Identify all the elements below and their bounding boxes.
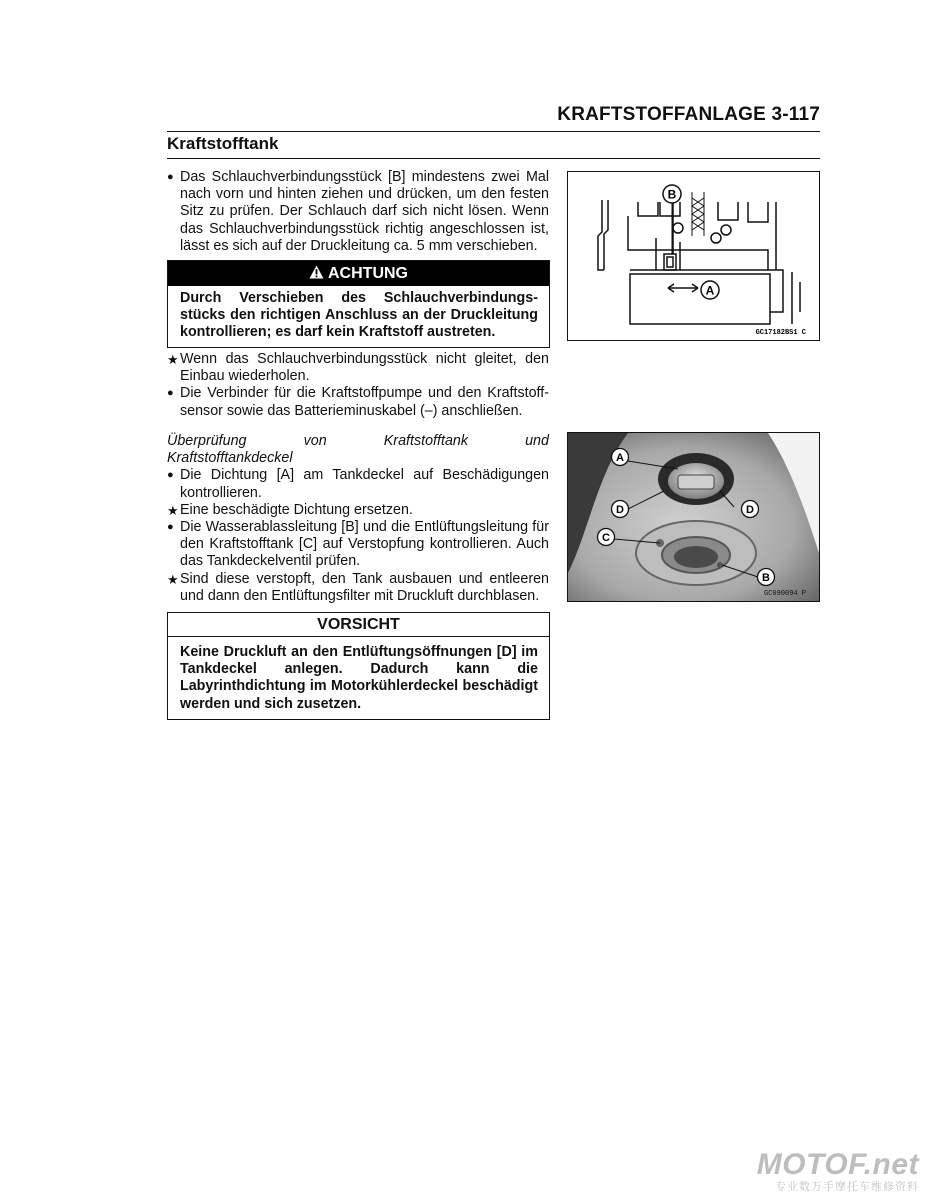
warning-box: [167, 260, 550, 348]
callout-a-label: A: [616, 452, 624, 464]
caution-box: [167, 612, 550, 720]
bullet-icon: ●: [167, 521, 174, 534]
callout-d-label: D: [746, 504, 754, 516]
list-item-text: Die Wasserablassleitung [B] und die Entlüftungsleitung für den Kraftstofftank [C] auf Verstopfung kontrollieren. Auch das Tankdeckelventil prüfen.: [180, 519, 549, 570]
hose-connector-illustration: [568, 172, 819, 340]
list-item: [167, 467, 549, 501]
list-item: [167, 385, 549, 419]
list-item: [167, 519, 549, 571]
star-icon: ★: [167, 352, 179, 367]
list-item: [167, 502, 549, 519]
warning-triangle-icon: [309, 265, 324, 279]
subsection-heading-line2: Kraftstofftankdeckel: [167, 450, 293, 467]
callout-b-label: B: [762, 572, 770, 584]
tank-cap-photo: [568, 433, 819, 601]
list-item-text: Wenn das Schlauchverbindungsstück nicht gleitet, den Einbau wiederholen.: [180, 351, 549, 385]
callout-d-label: D: [616, 504, 624, 516]
figure-tank-cap: [567, 432, 820, 602]
subsection-heading: Überprüfung von Kraftstofftank und: [167, 433, 549, 449]
caution-text: Keine Druckluft an den Entlüftungsöffnungen [D] im Tankdeckel anlegen. Dadurch kann die Labyrinthdichtung im Motorkühlerdeckel beschädigt werden und sich zusetzen.: [180, 644, 538, 712]
list-item-text: Die Dichtung [A] am Tankdeckel auf Beschädigungen kontrollieren.: [180, 467, 549, 501]
list-item-text: Die Verbinder für die Kraftstoffpumpe und den Kraftstoff-sensor sowie das Batterieminuskabel (–) anschließen.: [180, 385, 549, 419]
figure-code: GC090094 P: [763, 590, 806, 598]
list-item: [167, 351, 549, 385]
list-item-text: Eine beschädigte Dichtung ersetzen.: [180, 501, 413, 518]
after-warning-block: [167, 351, 549, 420]
watermark-logo: MOTOF.net: [756, 1148, 919, 1181]
list-item: [167, 571, 549, 605]
watermark: [757, 1148, 919, 1194]
star-icon: ★: [167, 502, 179, 518]
star-icon: ★: [167, 571, 179, 587]
caution-label: VORSICHT: [168, 613, 549, 637]
section-rule: [167, 158, 820, 159]
bullet-icon: ●: [167, 387, 174, 400]
list-item-text: Sind diese verstopft, den Tank ausbauen und entleeren und dann den Entlüftungsfilter mit Druckluft durchblasen.: [180, 570, 549, 604]
bullet-icon: ●: [167, 171, 174, 183]
section-title: Kraftstofftank: [167, 134, 279, 153]
callout-c-label: C: [602, 532, 610, 544]
warning-text: Durch Verschieben des Schlauchverbindungs-stücks den richtigen Anschluss an der Druckleitung kontrollieren; es darf kein Kraftstoff austreten.: [180, 290, 538, 341]
figure-hose-connector: [567, 171, 820, 341]
inspection-block: [167, 433, 549, 605]
callout-b-label: B: [667, 187, 677, 202]
list-item-text: Das Schlauchverbindungsstück [B] mindestens zwei Mal nach vorn und hinten ziehen und drücken, um den festen Sitz zu prüfen. Der Schlauch darf sich nicht lösen. Wenn das Schlauchverbindungsstück richtig angeschlossen ist, lässt es sich auf der Druckleitung ca. 5 mm verschieben.: [180, 169, 549, 254]
page-header-title: KRAFTSTOFFANLAGE 3-117: [557, 104, 820, 125]
bullet-icon: ●: [167, 469, 174, 482]
watermark-tagline: 专业数万手摩托车维修资料: [775, 1181, 919, 1193]
warning-header: [168, 261, 549, 286]
figure-code: GC17182BS1 C: [755, 329, 806, 337]
callout-a-label: A: [705, 283, 715, 298]
list-item: [167, 169, 549, 255]
header-rule: [167, 131, 820, 132]
warning-label: ACHTUNG: [328, 265, 408, 282]
intro-block: [167, 169, 549, 255]
